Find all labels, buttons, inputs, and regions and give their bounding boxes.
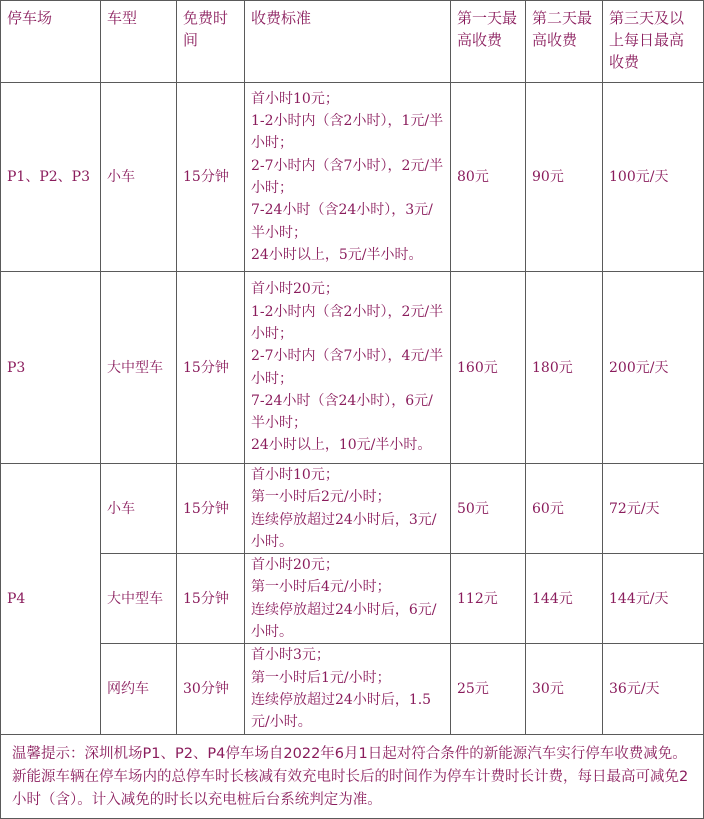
header-day2-max: 第二天最高收费 <box>526 1 603 83</box>
fee-standard-line: 连续停放超过24小时后，3元/小时。 <box>251 511 437 550</box>
fee-standard-line: 首小时20元； <box>251 281 339 298</box>
table-row <box>1 272 704 464</box>
day1-max-cell: 160元 <box>451 272 526 464</box>
fee-standard-cell <box>245 644 451 734</box>
free-time-cell: 30分钟 <box>177 644 245 734</box>
fee-standard-line: 第一小时后1元/小时； <box>251 669 391 686</box>
fee-standard-line: 连续停放超过24小时后，6元/小时。 <box>251 601 437 641</box>
day1-max-cell: 80元 <box>451 83 526 272</box>
day1-max-cell: 50元 <box>451 464 526 554</box>
ev-discount-notice: 温馨提示：深圳机场P1、P2、P4停车场自2022年6月1日起对符合条件的新能源汽车实行停车收费减免。新能源车辆在停车场内的总停车时长核减有效充电时长后的时间作为停车计费时长计费，每日最高可减免2小时（含）。计入减免的时长以充电桩后台系统判定为准。 <box>1 734 704 818</box>
header-row <box>1 1 704 83</box>
free-time-cell: 15分钟 <box>177 554 245 644</box>
day2-max-cell: 180元 <box>526 272 603 464</box>
fee-standard-line: 24小时以上，5元/半小时。 <box>251 246 423 263</box>
header-day1-max: 第一天最高收费 <box>451 1 526 83</box>
fee-standard-line: 连续停放超过24小时后，1.5元/小时。 <box>251 691 432 731</box>
day3-max-cell: 200元/天 <box>603 272 704 464</box>
fee-standard-line: 7-24小时（含24小时），6元/半小时； <box>251 392 433 432</box>
lot-cell: P1、P2、P3 <box>1 83 101 272</box>
free-time-cell: 15分钟 <box>177 272 245 464</box>
day2-max-cell: 90元 <box>526 83 603 272</box>
day3-max-cell: 144元/天 <box>603 554 704 644</box>
day2-max-cell: 144元 <box>526 554 603 644</box>
day2-max-cell: 30元 <box>526 644 603 734</box>
fee-standard-line: 24小时以上，10元/半小时。 <box>251 437 432 454</box>
fee-standard-line: 1-2小时内（含2小时），1元/半小时； <box>251 113 444 152</box>
fee-standard-line: 1-2小时内（含2小时），2元/半小时； <box>251 303 444 342</box>
fee-standard-cell <box>245 554 451 644</box>
day3-max-cell: 36元/天 <box>603 644 704 734</box>
header-free-time: 免费时间 <box>177 1 245 83</box>
day1-max-cell: 25元 <box>451 644 526 734</box>
fee-standard-line: 7-24小时（含24小时），3元/半小时； <box>251 202 433 241</box>
table-row <box>1 464 704 554</box>
header-vehicle-type: 车型 <box>101 1 177 83</box>
vehicle-type-cell: 小车 <box>101 464 177 554</box>
fee-standard-line: 首小时10元； <box>251 467 339 483</box>
day3-max-cell: 72元/天 <box>603 464 704 554</box>
vehicle-type-cell: 网约车 <box>101 644 177 734</box>
vehicle-type-cell: 大中型车 <box>101 554 177 644</box>
fee-standard-line: 第一小时后4元/小时； <box>251 579 391 596</box>
fee-standard-cell <box>245 272 451 464</box>
day2-max-cell: 60元 <box>526 464 603 554</box>
table-row <box>1 644 704 734</box>
free-time-cell: 15分钟 <box>177 464 245 554</box>
vehicle-type-cell: 小车 <box>101 83 177 272</box>
day3-max-cell: 100元/天 <box>603 83 704 272</box>
header-fee-standard: 收费标准 <box>245 1 451 83</box>
header-lot: 停车场 <box>1 1 101 83</box>
fee-standard-line: 2-7小时内（含7小时），4元/半小时； <box>251 348 444 387</box>
tip-row <box>1 734 704 818</box>
fee-standard-line: 2-7小时内（含7小时），2元/半小时； <box>251 157 444 196</box>
header-day3-max: 第三天及以上每日最高收费 <box>603 1 704 83</box>
vehicle-type-cell: 大中型车 <box>101 272 177 464</box>
fee-standard-line: 第一小时后2元/小时； <box>251 489 391 506</box>
fee-standard-cell <box>245 464 451 554</box>
fee-standard-cell <box>245 83 451 272</box>
lot-cell: P3 <box>1 272 101 464</box>
table-row <box>1 554 704 644</box>
fee-standard-line: 首小时10元； <box>251 90 339 107</box>
fee-standard-line: 首小时3元； <box>251 647 330 664</box>
day1-max-cell: 112元 <box>451 554 526 644</box>
free-time-cell: 15分钟 <box>177 83 245 272</box>
lot-cell: P4 <box>1 464 101 735</box>
table-row <box>1 83 704 272</box>
fee-standard-line: 首小时20元； <box>251 557 339 574</box>
